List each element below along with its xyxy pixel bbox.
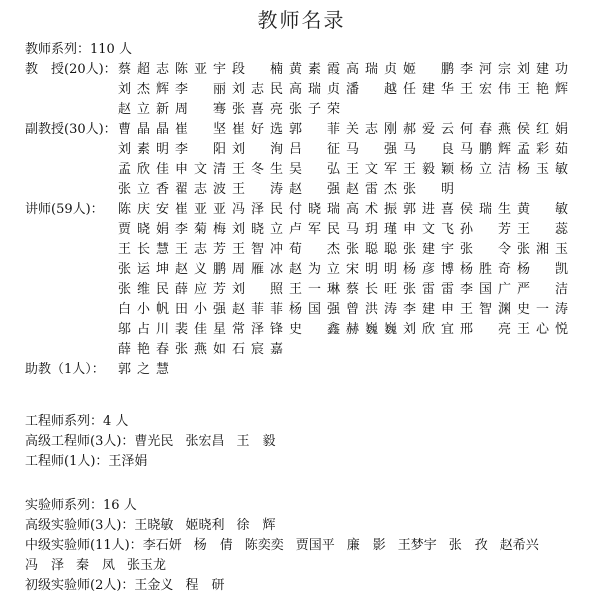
staff-name: 张 孜 xyxy=(448,538,488,553)
teacher-name: 王长慧 xyxy=(118,242,169,257)
teacher-name: 薛艳春 xyxy=(118,342,169,357)
junior-lab-names xyxy=(134,578,224,593)
teacher-name: 孟欣佳 xyxy=(118,162,169,177)
teacher-name: 申文清 xyxy=(175,162,226,177)
engineer-line xyxy=(25,452,600,472)
associate-professor-names xyxy=(118,120,593,200)
teacher-name: 侯红娟 xyxy=(517,122,568,137)
teacher-name: 张维民 xyxy=(118,282,169,297)
teacher-name: 周雁冰 xyxy=(232,262,283,277)
teacher-name: 赵立新 xyxy=(118,102,169,117)
teacher-name: 蔡长旺 xyxy=(346,282,397,297)
teacher-name: 张燕如 xyxy=(175,342,226,357)
teacher-name: 李 阳 xyxy=(175,142,226,157)
teacher-name: 陈亚宇 xyxy=(175,62,226,77)
teacher-name: 李国广 xyxy=(460,282,511,297)
teacher-name: 赵为立 xyxy=(289,262,340,277)
professor-names xyxy=(118,60,593,120)
staff-name: 赵希兴 xyxy=(499,538,539,553)
teacher-name: 杨国强 xyxy=(289,302,340,317)
teacher-name: 马 良 xyxy=(403,142,454,157)
senior-lab-line xyxy=(25,516,600,536)
teacher-name: 马玥瑾 xyxy=(346,222,397,237)
teacher-name: 黄素霞 xyxy=(289,62,340,77)
teacher-name: 杨玉敏 xyxy=(517,162,568,177)
teacher-name: 王智渊 xyxy=(460,302,511,317)
staff-name: 陈奕奕 xyxy=(244,538,284,553)
teacher-name: 卢军民 xyxy=(289,222,340,237)
teacher-name: 赵菲菲 xyxy=(232,302,283,317)
teacher-name: 赵义鹏 xyxy=(175,262,226,277)
staff-name: 张宏昌 xyxy=(185,434,225,449)
teacher-name: 段 楠 xyxy=(232,62,283,77)
teacher-name: 崔亚亚 xyxy=(175,202,226,217)
middle-lab-label: 中级实验师(11人)： xyxy=(25,538,143,553)
teacher-name: 刘素明 xyxy=(118,142,169,157)
teacher-name: 王志芳 xyxy=(175,242,226,257)
teacher-name: 刘建功 xyxy=(517,62,568,77)
teacher-name: 史 鑫 xyxy=(289,322,340,337)
teacher-name: 李菊梅 xyxy=(175,222,226,237)
staff-name: 王金义 xyxy=(134,578,174,593)
teacher-name: 孙 芳 xyxy=(460,222,511,237)
teacher-name: 王毅颖 xyxy=(403,162,454,177)
teacher-name: 张运坤 xyxy=(118,262,169,277)
associate-professor-label: 副教授(30人)： xyxy=(25,122,117,137)
assistant-group xyxy=(25,360,600,380)
teacher-name: 王艳辉 xyxy=(517,82,568,97)
teacher-name: 何春燕 xyxy=(460,122,511,137)
teacher-name: 高瑞贞 xyxy=(289,82,340,97)
teacher-name: 宋明明 xyxy=(346,262,397,277)
teacher-name: 崔 坚 xyxy=(175,122,226,137)
engineer-series-section xyxy=(25,412,600,472)
teacher-name: 史一涛 xyxy=(517,302,568,317)
teacher-name: 薛应芳 xyxy=(175,282,226,297)
staff-name: 王泽娟 xyxy=(108,454,148,469)
staff-name: 王晓敏 xyxy=(134,518,174,533)
teacher-name: 石宸嘉 xyxy=(232,342,283,357)
teacher-name: 郭进喜 xyxy=(403,202,454,217)
teacher-name: 郭 菲 xyxy=(289,122,340,137)
staff-name: 张玉龙 xyxy=(127,558,167,573)
teacher-name: 贾晓娟 xyxy=(118,222,169,237)
teacher-name: 荀 杰 xyxy=(289,242,340,257)
staff-name: 曹光民 xyxy=(134,434,174,449)
middle-lab-names xyxy=(143,538,539,553)
engineer-names xyxy=(108,454,147,469)
teacher-name: 王宏伟 xyxy=(460,82,511,97)
teacher-name: 张雷雷 xyxy=(403,282,454,297)
staff-name: 秦 凤 xyxy=(76,558,116,573)
staff-name: 徐 辉 xyxy=(236,518,276,533)
teacher-name: 姬 鹏 xyxy=(403,62,454,77)
lecturer-group xyxy=(25,200,600,360)
junior-lab-line xyxy=(25,576,600,596)
staff-name: 王 毅 xyxy=(236,434,276,449)
senior-lab-names xyxy=(134,518,275,533)
teacher-name: 黄 敏 xyxy=(517,202,568,217)
lab-series-section xyxy=(25,496,600,596)
senior-engineer-label: 高级工程师(3人)： xyxy=(25,434,135,449)
teacher-name: 王心悦 xyxy=(517,322,568,337)
teacher-name: 刘志民 xyxy=(232,82,283,97)
teacher-name: 张喜亮 xyxy=(232,102,283,117)
teacher-name: 张聪聪 xyxy=(346,242,397,257)
teacher-name: 马鹏辉 xyxy=(460,142,511,157)
staff-name: 李石妍 xyxy=(142,538,182,553)
teacher-series-heading xyxy=(25,40,600,60)
teacher-name: 刘 照 xyxy=(232,282,283,297)
teacher-name: 陈庆安 xyxy=(118,202,169,217)
staff-name: 冯 泽 xyxy=(25,558,65,573)
middle-lab-names-cont xyxy=(25,558,166,573)
teacher-name: 王 涛 xyxy=(232,182,283,197)
teacher-name: 李河宗 xyxy=(460,62,511,77)
teacher-series-count: 110 人 xyxy=(90,42,132,57)
teacher-name: 杨立洁 xyxy=(460,162,511,177)
lecturer-label: 讲师(59人)： xyxy=(25,202,104,217)
teacher-name: 白小帆 xyxy=(118,302,169,317)
teacher-name: 周 骞 xyxy=(175,102,226,117)
teacher-name: 侯瑞生 xyxy=(460,202,511,217)
teacher-name: 崔好选 xyxy=(232,122,283,137)
teacher-name: 张 令 xyxy=(460,242,511,257)
professor-label: 教 授(20人)： xyxy=(25,62,117,77)
engineer-series-count: 4 人 xyxy=(103,414,129,429)
engineer-series-label: 工程师系列： xyxy=(25,414,104,429)
teacher-name: 邢 亮 xyxy=(460,322,511,337)
middle-lab-line xyxy=(25,536,600,556)
teacher-name: 高术振 xyxy=(346,202,397,217)
engineer-series-heading xyxy=(25,412,600,432)
teacher-name: 李 丽 xyxy=(175,82,226,97)
teacher-name: 张湘玉 xyxy=(517,242,568,257)
teacher-name: 翟志波 xyxy=(175,182,226,197)
teacher-name: 赫巍巍 xyxy=(346,322,397,337)
teacher-series-label: 教师系列： xyxy=(25,42,91,57)
teacher-name: 邬占川 xyxy=(118,322,169,337)
lab-series-count: 16 人 xyxy=(103,498,137,513)
staff-name: 姬晓利 xyxy=(185,518,225,533)
teacher-name: 杨 凯 xyxy=(517,262,568,277)
teacher-name: 王文军 xyxy=(346,162,397,177)
professor-group xyxy=(25,60,600,120)
engineer-label: 工程师(1人)： xyxy=(25,454,109,469)
teacher-name: 张建宇 xyxy=(403,242,454,257)
teacher-name: 吴 弘 xyxy=(289,162,340,177)
teacher-name: 严 洁 xyxy=(517,282,568,297)
lab-series-heading xyxy=(25,496,600,516)
teacher-name: 郝爱云 xyxy=(403,122,454,137)
staff-name: 廉 影 xyxy=(346,538,386,553)
junior-lab-label: 初级实验师(2人)： xyxy=(25,578,135,593)
teacher-name: 刘 洵 xyxy=(232,142,283,157)
teacher-name: 刘欣宜 xyxy=(403,322,454,337)
senior-engineer-names xyxy=(134,434,275,449)
teacher-name: 高瑞贞 xyxy=(346,62,397,77)
staff-name: 贾国平 xyxy=(295,538,335,553)
teacher-name: 孟彩茹 xyxy=(517,142,568,157)
teacher-name: 赵 强 xyxy=(289,182,340,197)
assistant-label: 助教（1人）： xyxy=(25,362,105,377)
teacher-name: 冯泽民 xyxy=(232,202,283,217)
teacher-name: 关志刚 xyxy=(346,122,397,137)
teacher-name: 张 明 xyxy=(403,182,454,197)
teacher-name: 赵雷杰 xyxy=(346,182,397,197)
staff-name: 王梦宇 xyxy=(397,538,437,553)
lecturer-names xyxy=(118,200,593,360)
associate-professor-group xyxy=(25,120,600,200)
teacher-name: 马 强 xyxy=(346,142,397,157)
teacher-name: 蔡超志 xyxy=(118,62,169,77)
teacher-name: 李建申 xyxy=(403,302,454,317)
teacher-name: 王 蕊 xyxy=(517,222,568,237)
teacher-name: 潘 越 xyxy=(346,82,397,97)
teacher-name: 张立香 xyxy=(118,182,169,197)
teacher-name: 杨胜奇 xyxy=(460,262,511,277)
teacher-name: 杨彦博 xyxy=(403,262,454,277)
teacher-name: 刘晓立 xyxy=(232,222,283,237)
teacher-name: 刘杰辉 xyxy=(118,82,169,97)
senior-engineer-line xyxy=(25,432,600,452)
staff-name: 杨 倩 xyxy=(193,538,233,553)
teacher-name: 王一琳 xyxy=(289,282,340,297)
teacher-name: 吕 征 xyxy=(289,142,340,157)
lab-series-label: 实验师系列： xyxy=(25,498,104,513)
teacher-name: 曹晶晶 xyxy=(118,122,169,137)
teacher-name: 田小强 xyxy=(175,302,226,317)
assistant-names xyxy=(118,360,593,380)
teacher-name: 常泽锋 xyxy=(232,322,283,337)
senior-lab-label: 高级实验师(3人)： xyxy=(25,518,135,533)
teacher-name: 申文飞 xyxy=(403,222,454,237)
middle-lab-line-2 xyxy=(25,556,600,576)
teacher-name: 郭之慧 xyxy=(118,362,169,377)
teacher-series-section xyxy=(25,40,600,380)
teacher-name: 裴佳星 xyxy=(175,322,226,337)
teacher-name: 王冬生 xyxy=(232,162,283,177)
teacher-name: 张子荣 xyxy=(289,102,340,117)
teacher-name: 任建华 xyxy=(403,82,454,97)
teacher-name: 曾洪涛 xyxy=(346,302,397,317)
staff-name: 程 研 xyxy=(185,578,225,593)
teacher-name: 王智冲 xyxy=(232,242,283,257)
page-title: 教师名录 xyxy=(257,8,346,32)
teacher-name: 付晓瑞 xyxy=(289,202,340,217)
